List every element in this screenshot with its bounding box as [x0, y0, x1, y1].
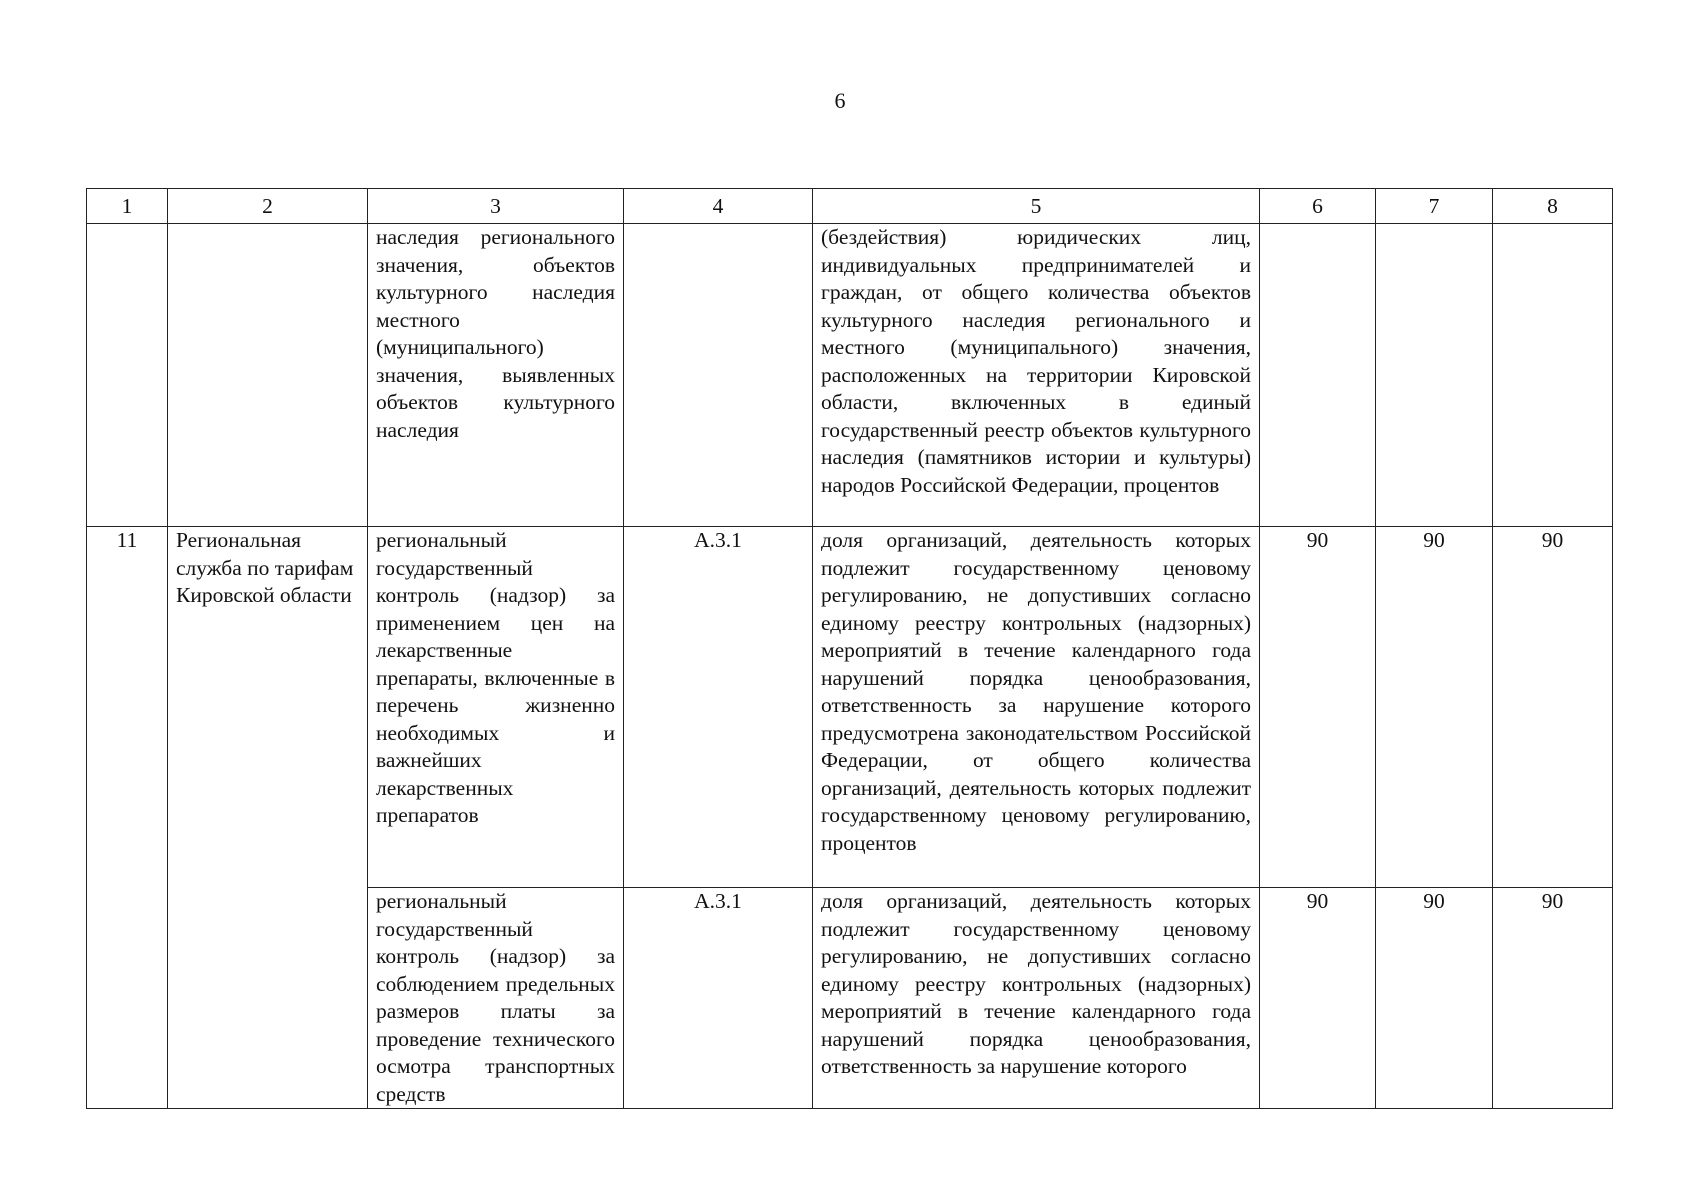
header-cell-6: 6 [1260, 189, 1376, 224]
agency-cell: Региональная служба по тарифам Кировской области [168, 527, 368, 1109]
header-cell-1: 1 [87, 189, 168, 224]
indicator-cell: (бездействия) юридических лиц, индивидуальных предпринимателей и граждан, от общего количества объектов культурного наследия регионального и местного (муниципального) значения, расположенных на территории Кировской области, включенных в единый государственный реестр объектов культурного наследия (памятников истории и культуры) народов Российской Федерации, процентов [813, 224, 1260, 527]
header-cell-7: 7 [1376, 189, 1493, 224]
value-cell-8: 90 [1493, 527, 1613, 888]
header-cell-2: 2 [168, 189, 368, 224]
header-cell-5: 5 [813, 189, 1260, 224]
value-cell-6: 90 [1260, 888, 1376, 1109]
cell-empty [1493, 224, 1613, 527]
cell-empty [1260, 224, 1376, 527]
value-cell-7: 90 [1376, 888, 1493, 1109]
table-header-row [87, 189, 1613, 224]
header-cell-4: 4 [624, 189, 813, 224]
control-type-cell: региональный государственный контроль (надзор) за соблюдением предельных размеров платы за проведение технического осмотра транспортных средств [368, 888, 624, 1109]
page-number: 6 [834, 88, 846, 113]
header-cell-8: 8 [1493, 189, 1613, 224]
code-cell: А.3.1 [624, 888, 813, 1109]
cell-empty [168, 224, 368, 527]
table-row-continuation [87, 224, 1613, 527]
value-cell-6: 90 [1260, 527, 1376, 888]
indicator-cell: доля организаций, деятельность которых подлежит государственному ценовому регулированию, не допустивших согласно единому реестру контрольных (надзорных) мероприятий в течение календарного года нарушений порядка ценообразования, ответственность за нарушение которого предусмотрена законодательством Российской Федерации, от общего количества организаций, деятельность которых подлежит государственному ценовому регулированию, процентов [813, 527, 1260, 888]
cell-empty [87, 224, 168, 527]
row-number-cell: 11 [87, 527, 168, 1109]
control-type-cell: наследия регионального значения, объектов культурного наследия местного (муниципального) значения, выявленных объектов культурного наследия [368, 224, 624, 527]
table-row-11a [87, 527, 1613, 888]
header-cell-3: 3 [368, 189, 624, 224]
cell-empty [624, 224, 813, 527]
indicator-cell: доля организаций, деятельность которых подлежит государственному ценовому регулированию, не допустивших согласно единому реестру контрольных (надзорных) мероприятий в течение календарного года нарушений порядка ценообразования, ответственность за нарушение которого [813, 888, 1260, 1109]
value-cell-7: 90 [1376, 527, 1493, 888]
indicator-table [86, 188, 1613, 1109]
code-cell: А.3.1 [624, 527, 813, 888]
cell-empty [1376, 224, 1493, 527]
value-cell-8: 90 [1493, 888, 1613, 1109]
control-type-cell: региональный государственный контроль (надзор) за применением цен на лекарственные препараты, включенные в перечень жизненно необходимых и важнейших лекарственных препаратов [368, 527, 624, 888]
